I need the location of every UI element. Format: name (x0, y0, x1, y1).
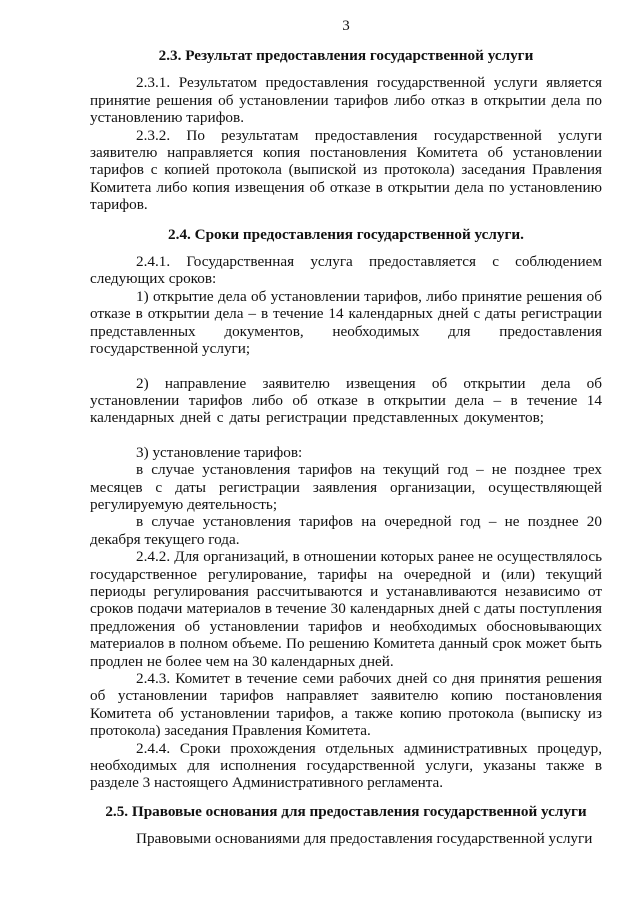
paragraph-2-4-2: 2.4.2. Для организаций, в отношении которых ранее не осуществлялось государственное регулирование, тарифы на очередной и (или) текущий периоды регулирования рассчитываются и устанавливаются независимо от сроков подачи материалов в течение 30 календарных дней с даты поступления предложения об установлении тарифов и необходимых обосновывающих материалов в полном объеме. По решению Комитета данный срок может быть продлен не более чем на 30 календарных дней. (90, 548, 602, 670)
paragraph-2-4-1-item-3-current: в случае установления тарифов на текущий год – не позднее трех месяцев с даты регистрации заявления организации, осуществляющей регулируемую деятельность; (90, 461, 602, 513)
page-number: 3 (342, 18, 350, 34)
section-title-2-3: 2.3. Результат предоставления государственной услуги (158, 47, 534, 64)
paragraph-2-3-1: 2.3.1. Результатом предоставления государственной услуги является принятие решения об установлении тарифов либо отказ в открытии дела по установлению тарифов. (90, 74, 602, 127)
paragraph-2-4-1: 2.4.1. Государственная услуга предоставляется с соблюдением следующих сроков: (90, 253, 602, 288)
paragraph-2-4-1-item-3: 3) установление тарифов: (136, 443, 303, 461)
paragraph-2-3-2: 2.3.2. По результатам предоставления государственной услуги заявителю направляется копия постановления Комитета об установлении тарифов с копией протокола (выпиской из протокола) заседания Правления Комитета либо копия извещения об отказе в открытии дела по установлению тарифов. (90, 126, 602, 214)
paragraph-2-4-1-item-2: 2) направление заявителю извещения об открытии дела об установлении тарифов либо об отказе в открытии дела – в течение 14 календарных дней с даты регистрации представленных документов; (90, 374, 602, 427)
paragraph-2-4-1-item-1: 1) открытие дела об установлении тарифов, либо принятие решения об отказе в открытии дела – в течение 14 календарных дней с даты регистрации представленных документов, необходимых для предоставления государственной услуги; (90, 287, 602, 358)
document-page (90, 18, 602, 848)
paragraph-2-5-start: Правовыми основаниями для предоставления государственной услуги (136, 830, 593, 848)
paragraph-2-4-4: 2.4.4. Сроки прохождения отдельных административных процедур, необходимых для исполнения государственной услуги, указаны также в разделе 3 настоящего Административного регламента. (90, 739, 602, 792)
section-title-2-4: 2.4. Сроки предоставления государственной услуги. (168, 225, 524, 243)
paragraph-2-4-1-item-3-next: в случае установления тарифов на очередной год – не позднее 20 декабря текущего года. (90, 513, 602, 548)
section-title-2-5: 2.5. Правовые основания для предоставления государственной услуги (105, 802, 587, 820)
paragraph-2-4-3: 2.4.3. Комитет в течение семи рабочих дней со дня принятия решения об установлении тарифов направляет заявителю копию постановления Комитета об установлении тарифов, а также копию протокола (выписку из протокола) заседания Правления Комитета. (90, 670, 602, 740)
